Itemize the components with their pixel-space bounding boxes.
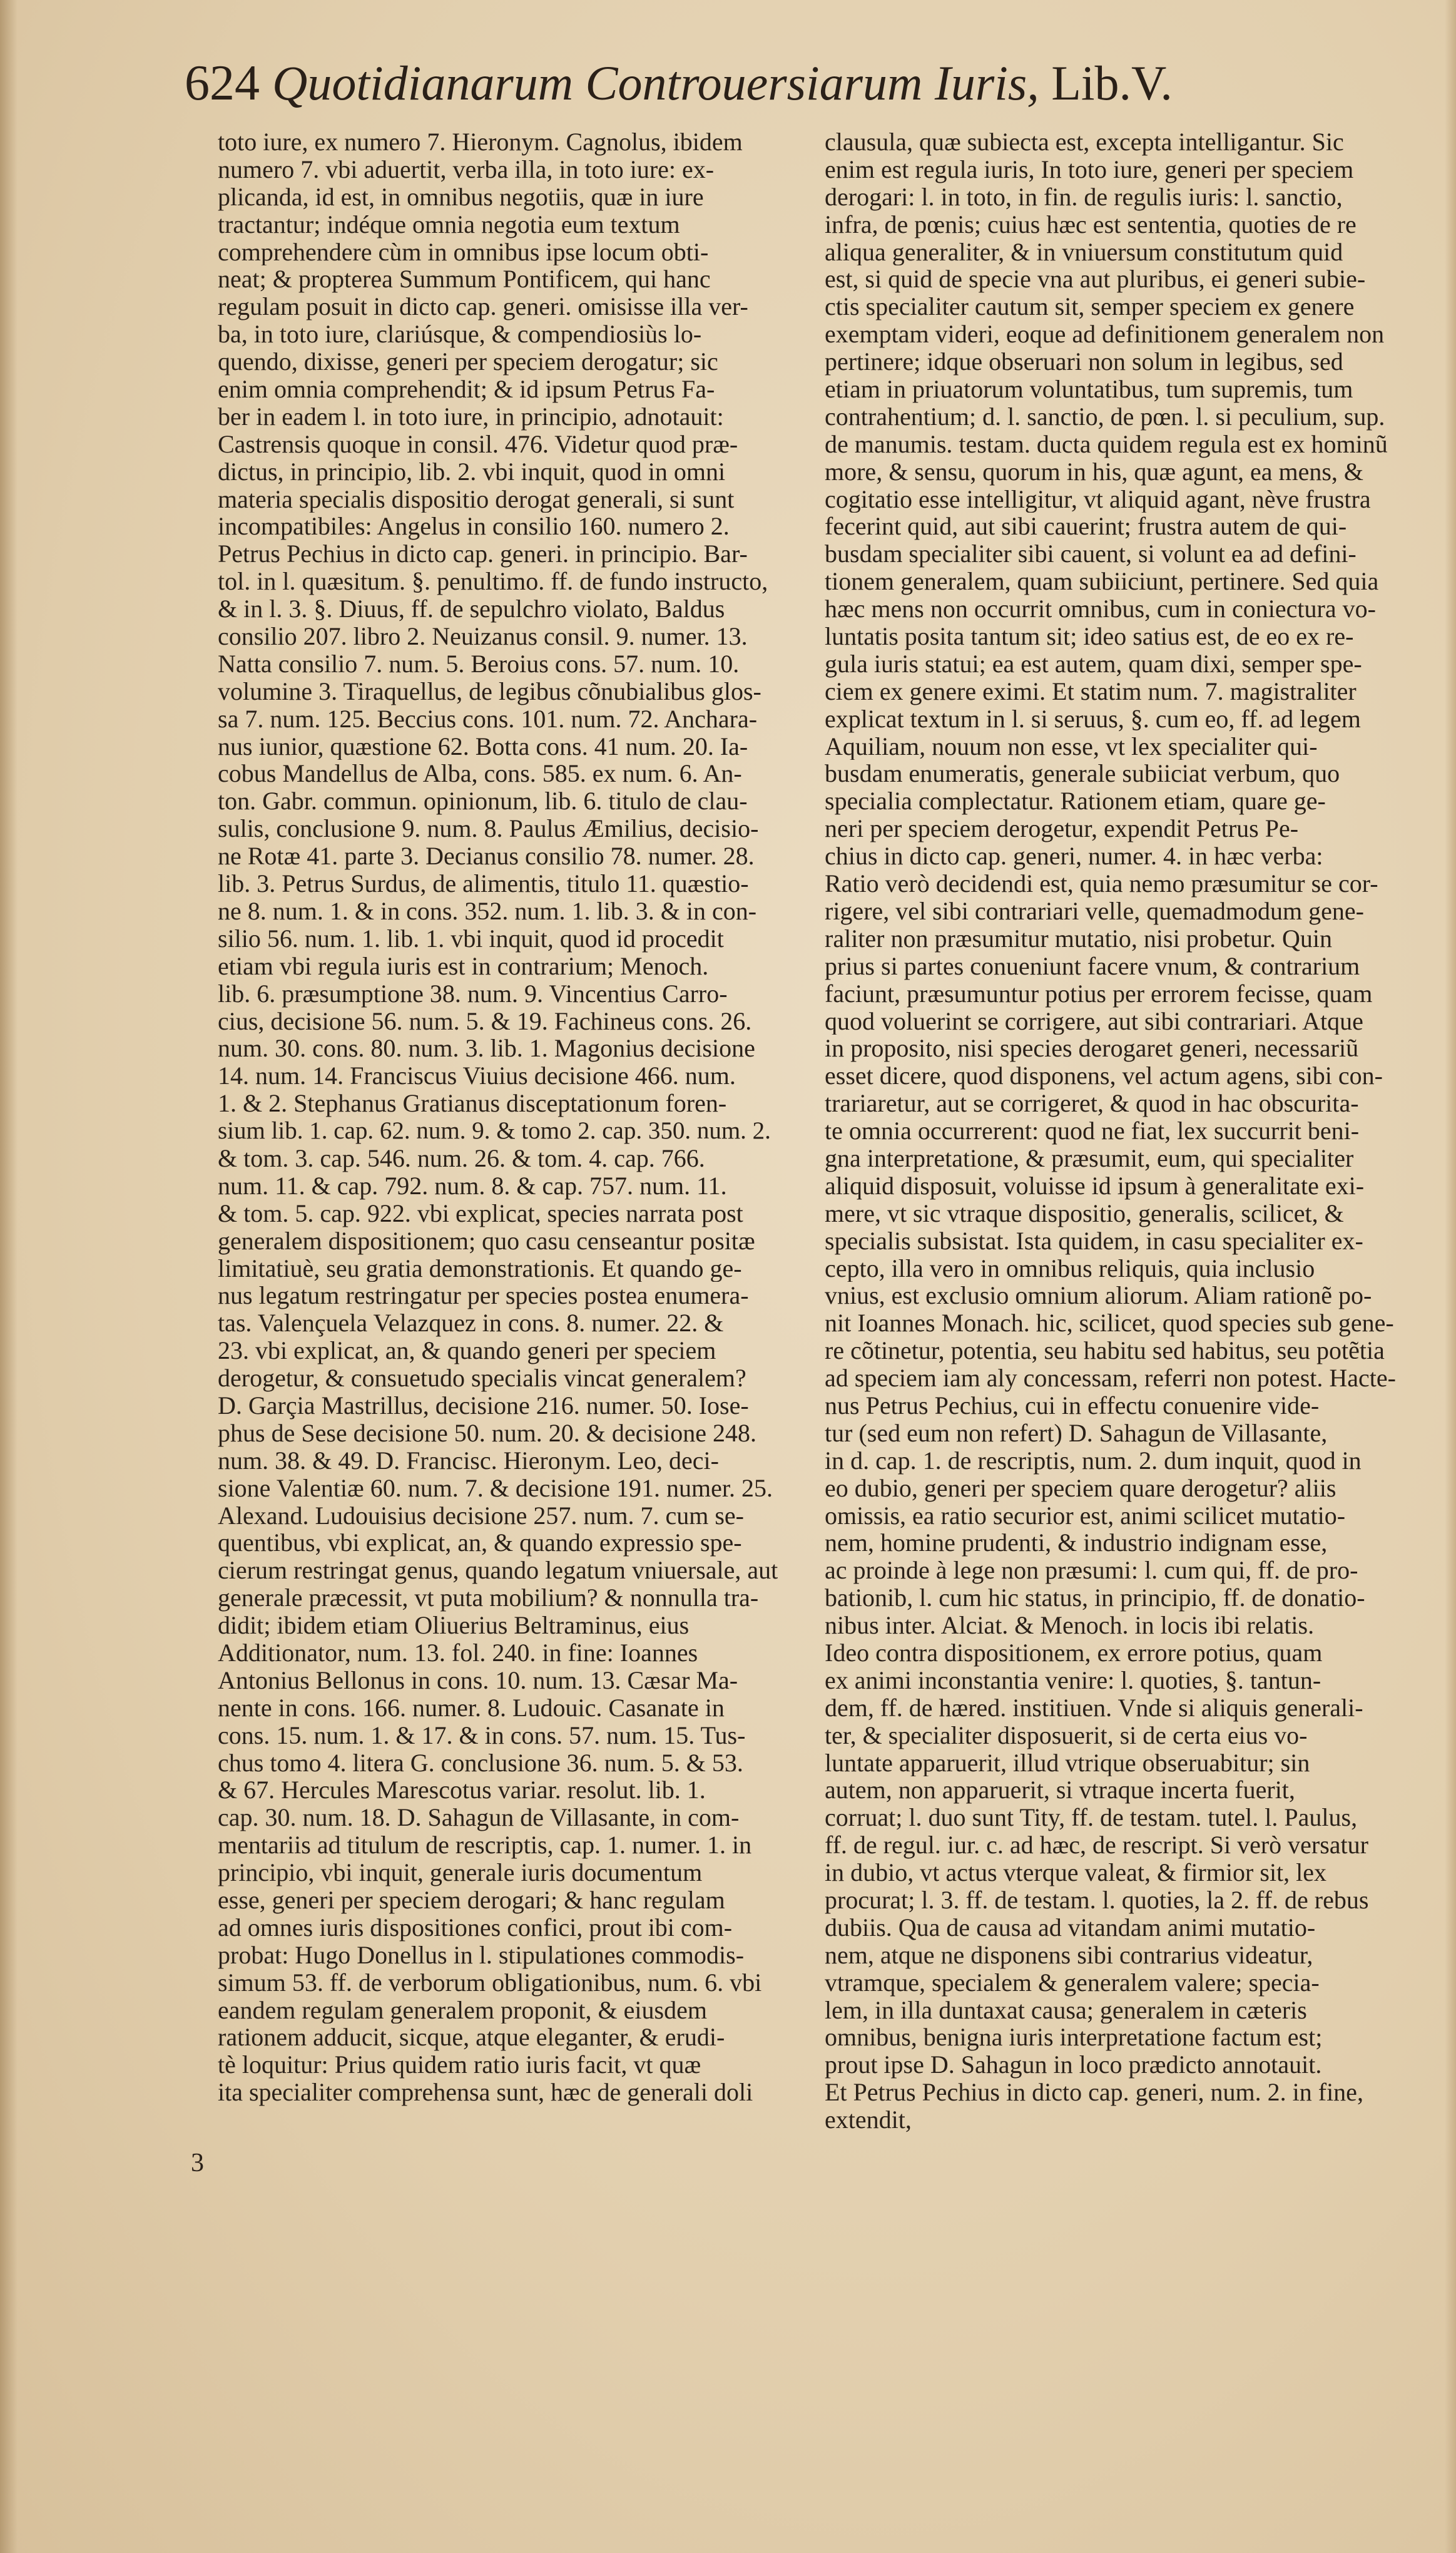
text-line: ton. Gabr. commun. opinionum, lib. 6. titulo de clau- <box>218 787 748 816</box>
text-line: derogetur, & consuetudo specialis vincat generalem? <box>218 1364 746 1392</box>
text-line: nus iunior, quæstione 62. Botta cons. 41 num. 20. Ia- <box>218 732 748 760</box>
text-line: luntate apparuerit, illud vtrique obseruabitur; sin <box>825 1749 1310 1777</box>
text-line: cius, decisione 56. num. 5. & 19. Fachineus cons. 26. <box>218 1007 752 1035</box>
text-line: nente in cons. 166. numer. 8. Ludouic. Casanate in <box>218 1694 725 1722</box>
text-line: phus de Sese decisione 50. num. 20. & decisione 248. <box>218 1419 756 1447</box>
text-line: hæc mens non occurrit omnibus, cum in coniectura vo- <box>825 595 1376 623</box>
text-line: & in l. 3. §. Diuus, ff. de sepulchro violato, Baldus <box>218 595 725 623</box>
text-line: lib. 6. præsumptione 38. num. 9. Vincentius Carro- <box>218 980 728 1008</box>
text-line: contrahentium; d. l. sanctio, de pœn. l. si peculium, sup. <box>825 402 1385 431</box>
text-line: ad omnes iuris dispositiones confici, prout ibi com- <box>218 1913 733 1942</box>
text-line: mere, vt sic vtraque dispositio, generalis, scilicet, & <box>825 1199 1344 1227</box>
marginal-note: 3 <box>191 2149 204 2177</box>
text-line: incompatibiles: Angelus in consilio 160. numero 2. <box>218 513 730 541</box>
running-header <box>185 49 1217 118</box>
text-line: nem, atque ne disponens sibi contrarius videatur, <box>825 1941 1313 1969</box>
text-line: ad speciem iam aly concessam, referri non potest. Hacte- <box>825 1364 1396 1392</box>
text-line: sulis, conclusione 9. num. 8. Paulus Æmilius, decisio- <box>218 815 759 843</box>
text-line: generalem dispositionem; quo casu censeantur positæ <box>218 1227 755 1255</box>
text-line: more, & sensu, quorum in his, quæ agunt, ea mens, & <box>825 458 1364 486</box>
text-line: in d. cap. 1. de rescriptis, num. 2. dum inquit, quod in <box>825 1446 1362 1475</box>
text-line: dictus, in principio, lib. 2. vbi inquit, quod in omni <box>218 458 726 486</box>
text-line: extendit, <box>825 2106 912 2134</box>
text-line: sa 7. num. 125. Beccius cons. 101. num. 72. Anchara- <box>218 705 758 733</box>
text-line: Antonius Bellonus in cons. 10. num. 13. Cæsar Ma- <box>218 1666 738 1694</box>
text-line: mentariis ad titulum de rescriptis, cap. 1. numer. 1. in <box>218 1831 752 1860</box>
text-line: & tom. 3. cap. 546. num. 26. & tom. 4. cap. 766. <box>218 1144 705 1172</box>
text-line: Ratio verò decidendi est, quia nemo præsumitur se cor- <box>825 870 1378 898</box>
book-number: Lib.V. <box>1051 56 1173 110</box>
text-line: rigere, vel sibi contrariari velle, quemadmodum gene- <box>825 897 1364 925</box>
text-line: dubiis. Qua de causa ad vitandam animi mutatio- <box>825 1913 1316 1942</box>
running-title-text: Quotidianarum Controuersiarum Iuris, <box>272 56 1039 110</box>
text-line: tractantur; indéque omnia negotia eum textum <box>218 210 680 238</box>
text-line: cobus Mandellus de Alba, cons. 585. ex num. 6. An- <box>218 760 742 788</box>
text-line: autem, non apparuerit, si vtraque incerta fuerit, <box>825 1776 1295 1804</box>
text-line: principio, vbi inquit, generale iuris documentum <box>218 1859 703 1886</box>
text-line: ex animi inconstantia venire: l. quoties, §. tantun- <box>825 1666 1321 1694</box>
text-line: ctis specialiter cautum sit, semper speciem ex genere <box>825 293 1355 321</box>
text-line: Alexand. Ludouisius decisione 257. num. 7. cum se- <box>218 1502 744 1530</box>
text-line: etiam in priuatorum voluntatibus, tum supremis, tum <box>825 376 1353 403</box>
text-line: cierum restringat genus, quando legatum vniuersale, aut <box>218 1557 778 1585</box>
text-line: cepto, illa vero in omnibus reliquis, quia inclusio <box>825 1254 1315 1282</box>
text-line: enim est regula iuris, In toto iure, generi per speciem <box>825 155 1354 183</box>
text-line: num. 11. & cap. 792. num. 8. & cap. 757. num. 11. <box>218 1172 727 1200</box>
text-line: quod voluerint se corrigere, aut sibi contrariari. Atque <box>825 1007 1363 1035</box>
text-line: te omnia occurrerent: quod ne fiat, lex succurrit beni- <box>825 1117 1360 1145</box>
text-line: chus tomo 4. litera G. conclusione 36. num. 5. & 53. <box>218 1749 743 1777</box>
text-line: cons. 15. num. 1. & 17. & in cons. 57. num. 15. Tus- <box>218 1721 746 1749</box>
text-line: D. Garçia Mastrillus, decisione 216. numer. 50. Iose- <box>218 1391 749 1420</box>
text-line: tè loquitur: Prius quidem ratio iuris facit, vt quæ <box>218 2051 701 2079</box>
text-line: Ideo contra dispositionem, ex errore potius, quam <box>825 1639 1323 1667</box>
text-line: 14. num. 14. Franciscus Viuius decisione 466. num. <box>218 1062 736 1090</box>
text-line: plicanda, id est, in omnibus negotiis, quæ in iure <box>218 183 704 211</box>
text-line: ne Rotæ 41. parte 3. Decianus consilio 78. numer. 28. <box>218 842 755 871</box>
text-line: consilio 207. libro 2. Neuizanus consil. 9. numer. 13. <box>218 623 748 650</box>
text-line: pertinere; idque obseruari non solum in legibus, sed <box>825 348 1343 376</box>
text-line: tol. in l. quæsitum. §. penultimo. ff. de fundo instructo, <box>218 568 768 596</box>
text-line: Aquiliam, nouum non esse, vt lex specialiter qui- <box>825 732 1318 760</box>
text-line: rationem adducit, sicque, atque eleganter, & erudi- <box>218 2023 725 2052</box>
text-line: re cõtinetur, potentia, seu habitu sed habitus, seu potẽtia <box>825 1337 1385 1365</box>
text-line: ac proinde à lege non præsumi: l. cum qui, ff. de pro- <box>825 1557 1358 1585</box>
text-line: gula iuris statui; ea est autem, quam dixi, semper spe- <box>825 650 1362 678</box>
text-line: nibus inter. Alciat. & Menoch. in locis ibi relatis. <box>825 1612 1315 1639</box>
text-line: comprehendere cùm in omnibus ipse locum obti- <box>218 238 709 266</box>
text-line: esse, generi per speciem derogari; & hanc regulam <box>218 1886 725 1914</box>
text-line: bationib, l. cum hic status, in principio, ff. de donatio- <box>825 1584 1365 1612</box>
text-line: numero 7. vbi aduertit, verba illa, in toto iure: ex- <box>218 155 715 183</box>
text-line: cap. 30. num. 18. D. Sahagun de Villasante, in com- <box>218 1804 740 1832</box>
page-edge-shadow <box>1445 0 1456 2553</box>
text-line: omnibus, benigna iuris interpretatione factum est; <box>825 2023 1323 2052</box>
text-line: num. 38. & 49. D. Francisc. Hieronym. Leo, deci- <box>218 1446 719 1475</box>
text-line: nit Ioannes Monach. hic, scilicet, quod species sub gene- <box>825 1309 1394 1338</box>
text-line: Natta consilio 7. num. 5. Beroius cons. 57. num. 10. <box>218 650 740 678</box>
text-line: enim omnia comprehendit; & id ipsum Petrus Fa- <box>218 376 715 403</box>
text-line: num. 30. cons. 80. num. 3. lib. 1. Magonius decisione <box>218 1035 755 1063</box>
text-line: tionem generalem, quam subiiciunt, pertinere. Sed quia <box>825 568 1379 596</box>
text-line: lib. 3. Petrus Surdus, de alimentis, titulo 11. quæstio- <box>218 870 749 898</box>
right-text-column <box>825 128 1397 2134</box>
text-line: exemptam videri, eoque ad definitionem generalem non <box>825 320 1385 349</box>
text-line: simum 53. ff. de verborum obligationibus, num. 6. vbi <box>218 1968 762 1997</box>
text-line: cogitatio esse intelligitur, vt aliquid agant, nève frustra <box>825 485 1371 513</box>
text-line: chius in dicto cap. generi, numer. 4. in hæc verba: <box>825 842 1323 871</box>
text-line: quendo, dixisse, generi per speciem derogatur; sic <box>218 348 718 376</box>
text-line: eo dubio, generi per speciem quare derogetur? aliis <box>825 1474 1336 1502</box>
text-line: regulam posuit in dicto cap. generi. omisisse illa ver- <box>218 293 748 321</box>
text-line: prius si partes conueniunt facere vnum, & contrarium <box>825 952 1360 980</box>
text-line: clausula, quæ subiecta est, excepta intelligantur. Sic <box>825 128 1344 156</box>
text-line: Additionator, num. 13. fol. 240. in fine: Ioannes <box>218 1639 698 1667</box>
text-line: derogari: l. in toto, in fin. de regulis iuris: l. sanctio, <box>825 183 1343 211</box>
text-line: vnius, est exclusio omnium aliorum. Aliam rationẽ po- <box>825 1282 1372 1310</box>
text-line: ter, & specialiter disposuerit, si de certa eius vo- <box>825 1721 1308 1749</box>
text-line: esset dicere, quod disponens, vel actum agens, sibi con- <box>825 1062 1383 1090</box>
text-line: generale præcessit, vt puta mobilium? & nonnulla tra- <box>218 1584 759 1612</box>
text-line: probat: Hugo Donellus in l. stipulationes commodis- <box>218 1941 745 1969</box>
text-line: vtramque, specialem & generalem valere; specia- <box>825 1968 1320 1997</box>
text-line: nus legatum restringatur per species postea enumera- <box>218 1282 749 1310</box>
text-line: in proposito, nisi species derogaret generi, necessariũ <box>825 1035 1359 1063</box>
left-text-column <box>218 128 784 2106</box>
text-line: tur (sed eum non refert) D. Sahagun de Villasante, <box>825 1419 1328 1447</box>
text-line: aliqua generaliter, & in vniuersum constitutum quid <box>825 238 1343 266</box>
text-line: prout ipse D. Sahagun in loco prædicto annotauit. <box>825 2051 1322 2079</box>
text-line: ciem ex genere eximi. Et statim num. 7. magistraliter <box>825 677 1357 705</box>
text-line: nem, homine prudenti, & industrio indignam esse, <box>825 1529 1328 1557</box>
text-line: busdam specialiter sibi cauent, si volunt ea ad defini- <box>825 540 1357 568</box>
text-line: toto iure, ex numero 7. Hieronym. Cagnolus, ibidem <box>218 128 743 156</box>
text-line: Et Petrus Pechius in dicto cap. generi, num. 2. in fine, <box>825 2079 1363 2107</box>
text-line: sium lib. 1. cap. 62. num. 9. & tomo 2. cap. 350. num. 2. <box>218 1117 771 1145</box>
text-line: ber in eadem l. in toto iure, in principio, adnotauit: <box>218 402 724 431</box>
text-line: in dubio, vt actus vterque valeat, & firmior sit, lex <box>825 1859 1327 1886</box>
text-line: ba, in toto iure, clariúsque, & compendiosiùs lo- <box>218 320 702 349</box>
text-line: aliquid disposuit, voluisse id ipsum à generalitate exi- <box>825 1172 1365 1200</box>
text-line: ita specialiter comprehensa sunt, hæc de generali doli <box>218 2079 753 2107</box>
text-line: faciunt, præsumuntur potius per errorem fecisse, quam <box>825 980 1373 1008</box>
text-line: quentibus, vbi explicat, an, & quando expressio spe- <box>218 1529 742 1557</box>
text-line: fecerint quid, aut sibi cauerint; frustra autem de qui- <box>825 513 1347 541</box>
text-line: busdam enumeratis, generale subiiciat verbum, quo <box>825 760 1340 788</box>
text-line: gna interpretatione, & præsumit, eum, qui specialiter <box>825 1144 1354 1172</box>
text-line: tas. Valençuela Velazquez in cons. 8. numer. 22. & <box>218 1309 724 1338</box>
text-line: raliter non præsumitur mutatio, nisi probetur. Quin <box>825 924 1333 953</box>
text-line: ff. de regul. iur. c. ad hæc, de rescript. Si verò versatur <box>825 1831 1368 1860</box>
text-line: de manumis. testam. ducta quidem regula est ex hominũ <box>825 430 1388 458</box>
text-line: volumine 3. Tiraquellus, de legibus cõnubialibus glos- <box>218 677 761 705</box>
text-line: eandem regulam generalem proponit, & eiusdem <box>218 1996 707 2024</box>
text-line: trariaretur, aut se corrigeret, & quod in hac obscurita- <box>825 1090 1359 1118</box>
text-line: neri per speciem derogetur, expendit Petrus Pe- <box>825 815 1299 843</box>
text-line: neat; & propterea Summum Pontificem, qui hanc <box>218 265 711 294</box>
text-line: specialia complectatur. Rationem etiam, quare ge- <box>825 787 1326 816</box>
text-line: Castrensis quoque in consil. 476. Videtur quod præ- <box>218 430 738 458</box>
text-line: dem, ff. de hæred. institiuen. Vnde si aliquis generali- <box>825 1694 1363 1722</box>
text-line: didit; ibidem etiam Oliuerius Beltraminus, eius <box>218 1612 690 1639</box>
text-line: Petrus Pechius in dicto cap. generi. in principio. Bar- <box>218 540 748 568</box>
text-line: & tom. 5. cap. 922. vbi explicat, species narrata post <box>218 1199 743 1227</box>
text-line: nus Petrus Pechius, cui in effectu conuenire vide- <box>825 1391 1320 1420</box>
text-line: & 67. Hercules Marescotus variar. resolut. lib. 1. <box>218 1776 706 1804</box>
text-line: explicat textum in l. si seruus, §. cum eo, ff. ad legem <box>825 705 1361 733</box>
page-gutter-shadow <box>0 0 18 2553</box>
text-line: limitatiuè, seu gratia demonstrationis. Et quando ge- <box>218 1254 742 1282</box>
text-line: corruat; l. duo sunt Tity, ff. de testam. tutel. l. Paulus, <box>825 1804 1358 1832</box>
text-line: lem, in illa duntaxat causa; generalem in cæteris <box>825 1996 1307 2024</box>
text-line: materia specialis dispositio derogat generali, si sunt <box>218 485 735 513</box>
text-line: 1. & 2. Stephanus Gratianus disceptationum foren- <box>218 1090 727 1118</box>
text-line: sione Valentiæ 60. num. 7. & decisione 191. numer. 25. <box>218 1474 773 1502</box>
text-line: infra, de pœnis; cuius hæc est sententia, quoties de re <box>825 210 1357 238</box>
text-line: etiam vbi regula iuris est in contrarium; Menoch. <box>218 952 709 980</box>
text-line: luntatis posita tantum sit; ideo satius est, de eo ex re- <box>825 623 1354 650</box>
text-line: procurat; l. 3. ff. de testam. l. quoties, la 2. ff. de rebus <box>825 1886 1369 1914</box>
text-line: ne 8. num. 1. & in cons. 352. num. 1. lib. 3. & in con- <box>218 897 757 925</box>
text-line: specialis subsistat. Ista quidem, in casu specialiter ex- <box>825 1227 1363 1255</box>
running-title <box>272 49 1173 118</box>
page-number: 624 <box>185 56 260 111</box>
text-line: 23. vbi explicat, an, & quando generi per speciem <box>218 1337 716 1365</box>
text-line: omissis, ea ratio securior est, animi scilicet mutatio- <box>825 1502 1346 1530</box>
text-line: silio 56. num. 1. lib. 1. vbi inquit, quod id procedit <box>218 924 724 953</box>
text-line: est, si quid de specie vna aut pluribus, ei generi subie- <box>825 265 1366 294</box>
